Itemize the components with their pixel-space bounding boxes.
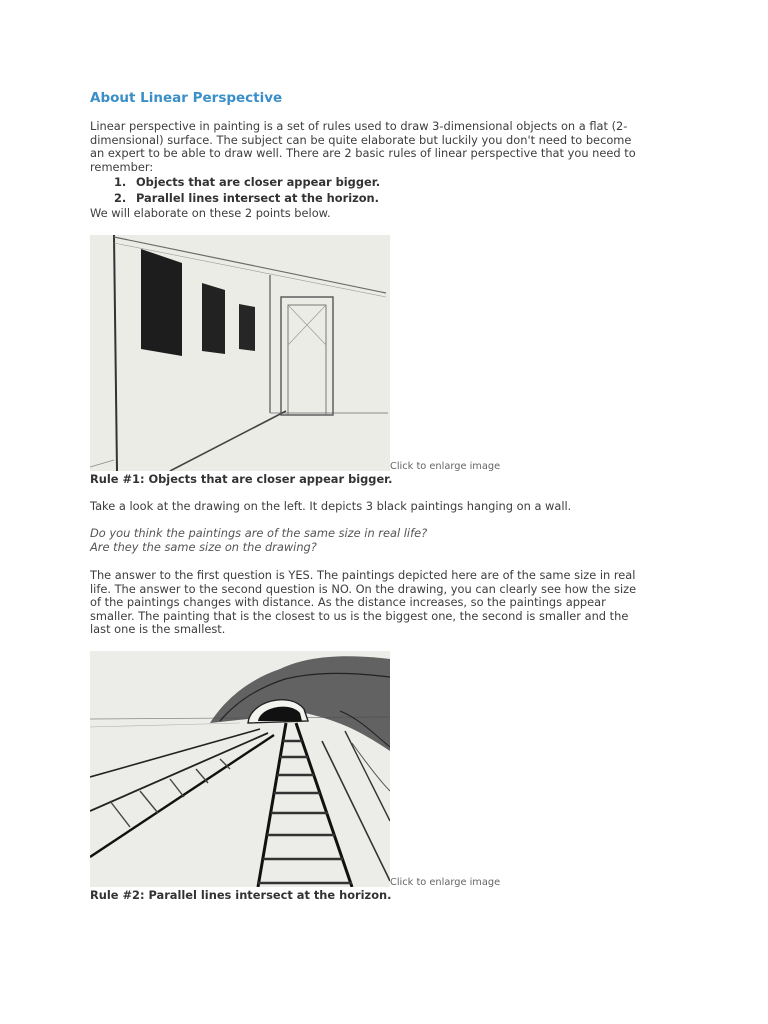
rule-item	[114, 175, 380, 191]
question: Do you think the paintings are of the same size in real life?	[90, 526, 428, 540]
railway-tunnel-drawing-image	[90, 651, 390, 887]
paragraph: Take a look at the drawing on the left. It depicts 3 black paintings hanging on a wall.	[90, 499, 572, 513]
answer-paragraph: The answer to the first question is YES. The paintings depicted here are of the same size in real life. The answer to the second question is NO. On the drawing, you can clearly see how the size of the paintings changes with distance. As the distance increases, so the paintings appear smaller. The painting that is the closest to us is the biggest one, the second is smaller and the last one is the smallest.	[90, 568, 637, 637]
rule-number: 1.	[114, 175, 127, 189]
after-rules-text: We will elaborate on these 2 points below.	[90, 206, 331, 220]
enlarge-image-link[interactable]: Click to enlarge image	[390, 877, 501, 888]
enlarge-image-link[interactable]: Click to enlarge image	[390, 461, 501, 472]
rule-text: Parallel lines intersect at the horizon.	[136, 190, 379, 205]
railway-tunnel-drawing[interactable]	[90, 651, 390, 887]
article-title: About Linear Perspective	[90, 90, 283, 106]
figure-caption: Rule #2: Parallel lines intersect at the horizon.	[90, 888, 392, 902]
figure-caption: Rule #1: Objects that are closer appear bigger.	[90, 472, 393, 486]
rules-list	[90, 175, 380, 206]
rule-number: 2.	[114, 190, 127, 205]
questions	[90, 527, 638, 554]
corridor-drawing[interactable]	[90, 235, 390, 471]
corridor-drawing-image	[90, 235, 390, 471]
rule-item	[114, 191, 380, 207]
rule-text: Objects that are closer appear bigger.	[136, 175, 381, 189]
intro-paragraph: Linear perspective in painting is a set of rules used to draw 3-dimensional objects on a flat (2-dimensional) surface. The subject can be quite elaborate but luckily you don't need to become an expert to be able to draw well. There are 2 basic rules of linear perspective that you need to remember:	[90, 119, 636, 174]
question: Are they the same size on the drawing?	[90, 539, 317, 554]
